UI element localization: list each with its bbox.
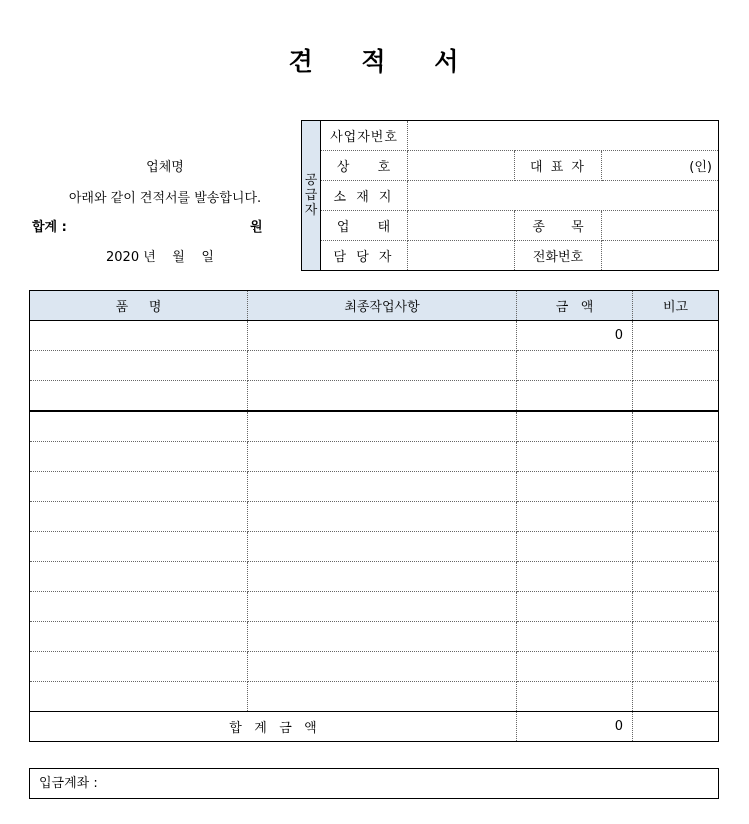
seal-mark: (인) [602,151,719,181]
reg-no-value[interactable] [408,121,719,151]
phone-label: 전화번호 [515,241,602,271]
items-table [29,290,719,742]
table-row [30,592,719,622]
table-row [30,562,719,592]
table-row [30,442,719,472]
company-name-label: 업체명 [146,160,184,175]
address-label: 소 재 지 [321,181,408,211]
table-row [30,682,719,712]
header-item-name: 품 명 [30,291,248,321]
header-work: 최종작업사항 [248,291,517,321]
business-item-value[interactable] [602,211,719,241]
row-amount[interactable]: 0 [517,321,633,351]
notice-text: 아래와 같이 견적서를 발송합니다. [68,191,262,206]
company-value[interactable] [408,151,515,181]
header-amount: 금 액 [517,291,633,321]
table-row [30,321,719,351]
business-item-label: 종 목 [515,211,602,241]
table-row [30,381,719,412]
table-row [30,532,719,562]
bank-account-label: 입금계좌 : [39,776,98,791]
total-amount-label: 합 계 금 액 [30,712,517,742]
business-type-value[interactable] [408,211,515,241]
representative-label: 대 표 자 [515,151,602,181]
total-unit: 원 [250,220,263,235]
phone-value[interactable] [602,241,719,271]
table-row [30,622,719,652]
supplier-table [301,120,719,271]
document-title: 견 적 서 [288,47,461,76]
header-note: 비고 [633,291,719,321]
supplier-side-label: 공 급 자 [302,121,321,271]
reg-no-label: 사업자번호 [321,121,408,151]
bank-account-box[interactable] [29,768,719,799]
total-amount-value: 0 [517,712,633,742]
table-row [30,502,719,532]
manager-value[interactable] [408,241,515,271]
table-row [30,411,719,442]
total-row [30,712,719,742]
table-row [30,351,719,381]
table-row [30,472,719,502]
address-value[interactable] [408,181,719,211]
issue-date: 2020 년 월 일 [106,250,214,265]
total-label: 합계 : [32,220,67,235]
table-row [30,652,719,682]
manager-label: 담 당 자 [321,241,408,271]
company-label: 상 호 [321,151,408,181]
business-type-label: 업 태 [321,211,408,241]
